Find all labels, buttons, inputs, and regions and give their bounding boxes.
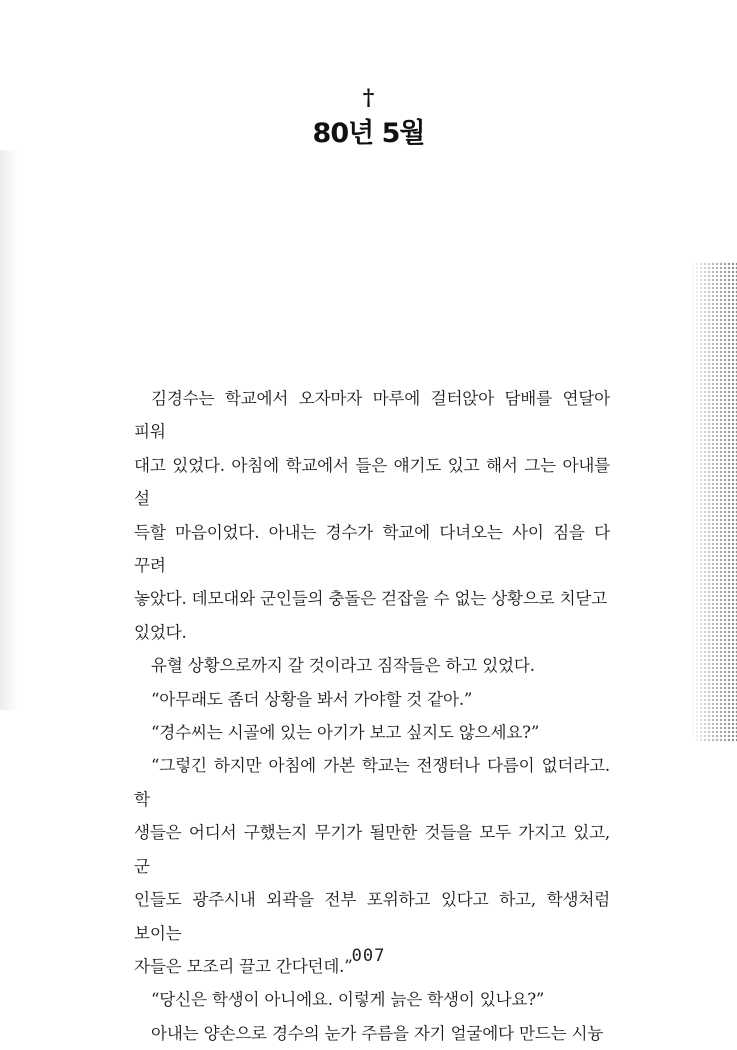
text-line: 놓았다. 데모대와 군인들의 충돌은 걷잡을 수 없는 상황으로 치닫고 <box>134 589 608 609</box>
dialogue-line: “아무래도 좀더 상황을 봐서 가야할 것 같아.” <box>151 689 473 709</box>
text-line: 득할 마음이었다. 아내는 경수가 학교에 다녀오는 사이 짐을 다 꾸려 <box>134 522 610 576</box>
text-line: 대고 있었다. 아침에 학교에서 들은 얘기도 있고 해서 그는 아내를 설 <box>134 455 610 509</box>
chapter-title: 80년 5월 <box>312 118 425 149</box>
text-line: 유혈 상황으로까지 갈 것이라고 짐작들은 하고 있었다. <box>151 656 535 676</box>
page-number: 007 <box>351 946 386 966</box>
dialogue-line: 생들은 어디서 구했는지 무기가 될만한 것들을 모두 가지고 있고, 군 <box>134 823 610 876</box>
dialogue-line: 인들도 광주시내 외곽을 전부 포위하고 있다고 하고, 학생처럼 보이는 <box>134 890 610 943</box>
text-line: 아내는 양손으로 경수의 눈가 주름을 자기 얼굴에다 만드는 시늉 <box>151 1023 604 1043</box>
dialogue-line: “그렇긴 하지만 아침에 가본 학교는 전쟁터나 다름이 없더라고. 학 <box>134 756 610 809</box>
cross-icon: † <box>362 85 375 111</box>
dialogue-line: “경수씨는 시골에 있는 아기가 보고 싶지도 않으세요?” <box>151 723 540 743</box>
dialogue-line: “당신은 학생이 아니에요. 이렇게 늙은 학생이 있나요?” <box>151 990 545 1010</box>
dialogue-line: 자들은 모조리 끌고 간다던데.” <box>134 956 353 976</box>
text-line: 있었다. <box>134 622 187 642</box>
text-line: 김경수는 학교에서 오자마자 마루에 걸터앉아 담배를 연달아 피워 <box>134 389 610 442</box>
page-edge-halftone-pattern <box>691 262 737 742</box>
binding-shadow <box>0 150 18 710</box>
